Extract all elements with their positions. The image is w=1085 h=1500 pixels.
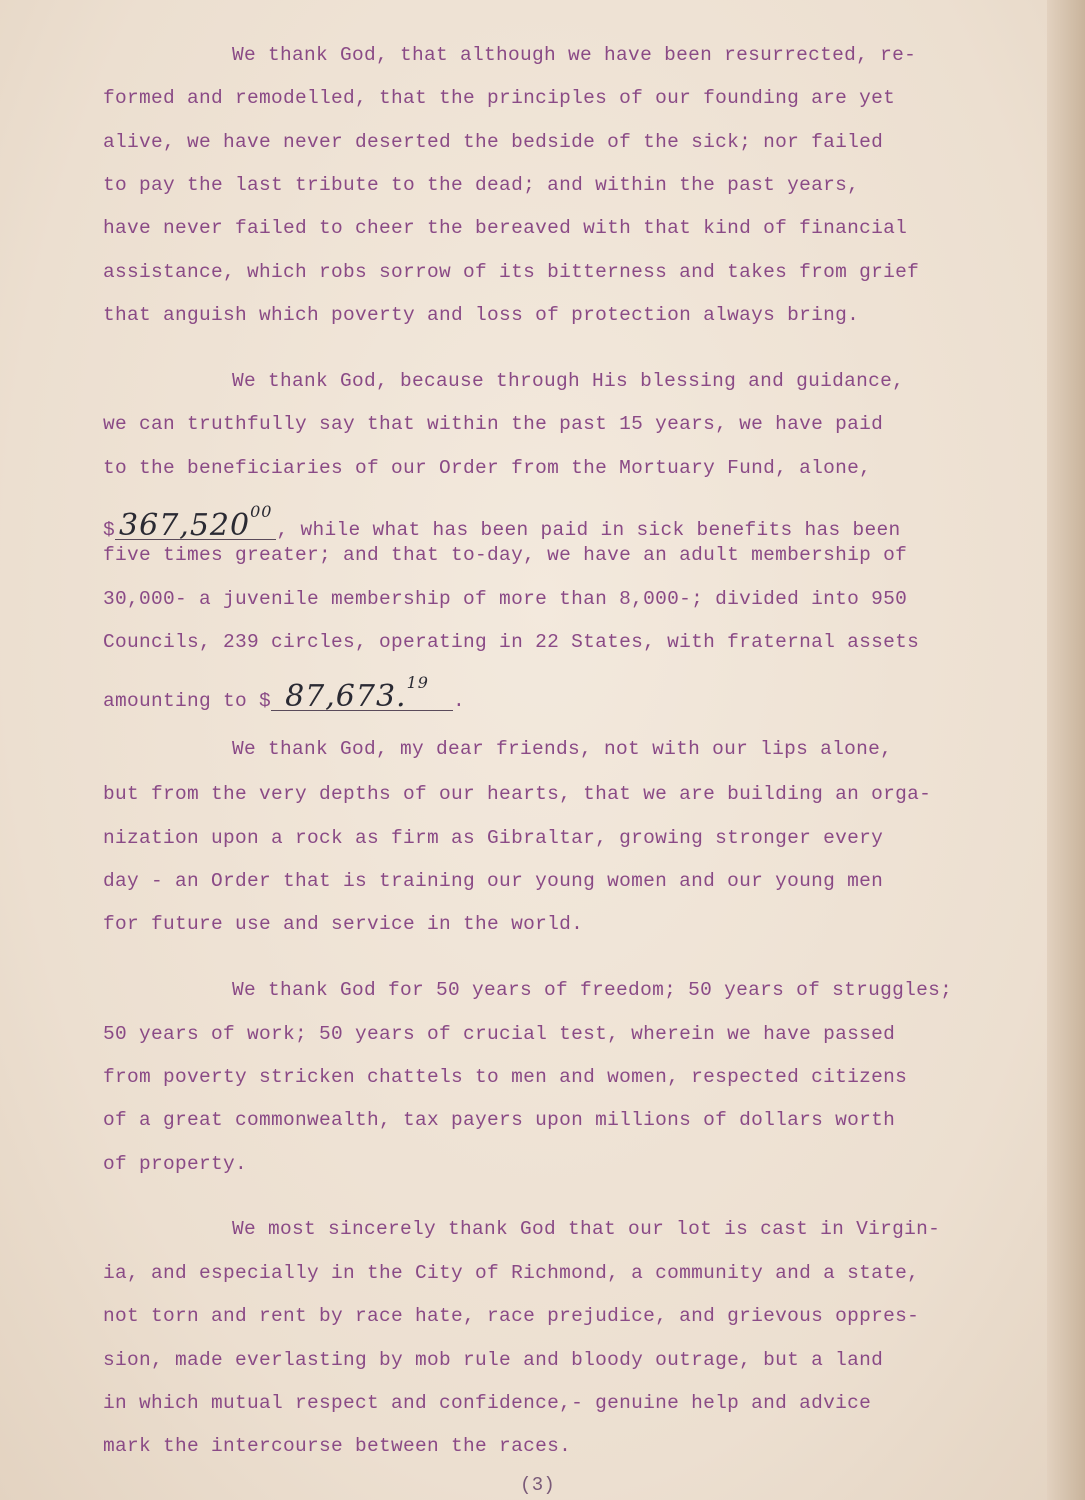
- handwritten-cents: 00: [250, 502, 273, 521]
- text-line: We thank God for 50 years of freedom; 50 years of struggles;: [232, 979, 953, 1001]
- text-line: not torn and rent by race hate, race prejudice, and grievous oppres-: [103, 1305, 920, 1327]
- text-line: formed and remodelled, that the principles of our founding are yet: [103, 87, 896, 109]
- text-line: We thank God, my dear friends, not with our lips alone,: [232, 738, 893, 760]
- text-line: have never failed to cheer the bereaved with that kind of financial: [103, 217, 908, 239]
- handwritten-mortuary-amount: [115, 499, 276, 543]
- text-line: of property.: [103, 1153, 248, 1175]
- text-line: we can truthfully say that within the past 15 years, we have paid: [103, 413, 884, 435]
- text-line: amounting to: [103, 690, 248, 712]
- text-line: but from the very depths of our hearts, that we are building an orga-: [103, 783, 932, 805]
- text-line: alive, we have never deserted the bedside of the sick; nor failed: [103, 131, 884, 153]
- text-line: to pay the last tribute to the dead; and within the past years,: [103, 174, 860, 196]
- text-line: five times greater; and that to-day, we have an adult membership of: [103, 544, 908, 566]
- text-line: sion, made everlasting by mob rule and bloody outrage, but a land: [103, 1349, 884, 1371]
- page-number: (3): [520, 1474, 556, 1496]
- text-line: nization upon a rock as firm as Gibraltar, growing stronger every: [103, 827, 884, 849]
- text-line: day - an Order that is training our young women and our young men: [103, 870, 884, 892]
- handwritten-amount: 87,673.: [285, 679, 407, 714]
- text-line: ia, and especially in the City of Richmond, a community and a state,: [103, 1262, 920, 1284]
- handwritten-cents: 19: [406, 673, 429, 692]
- text-line: We thank God, that although we have been resurrected, re-: [232, 44, 917, 66]
- text-line: from poverty stricken chattels to men and women, respected citizens: [103, 1066, 908, 1088]
- text-line: Councils, 239 circles, operating in 22 States, with fraternal assets: [103, 631, 920, 653]
- assets-amount-line: [103, 670, 465, 713]
- currency-sign: $: [259, 690, 272, 712]
- handwritten-assets-amount: [271, 670, 453, 714]
- text-line: of a great commonwealth, tax payers upon millions of dollars worth: [103, 1109, 896, 1131]
- text-line: , while what has been paid in sick benefits has been: [276, 519, 901, 541]
- text-line: 50 years of work; 50 years of crucial test, wherein we have passed: [103, 1023, 896, 1045]
- text-line: that anguish which poverty and loss of protection always bring.: [103, 304, 860, 326]
- text-line: to the beneficiaries of our Order from the Mortuary Fund, alone,: [103, 457, 872, 479]
- text-line: 30,000- a juvenile membership of more than 8,000-; divided into 950: [103, 588, 908, 610]
- text-line: for future use and service in the world.: [103, 913, 584, 935]
- text-line: We most sincerely thank God that our lot is cast in Virgin-: [232, 1218, 941, 1240]
- text-line: mark the intercourse between the races.: [103, 1435, 572, 1457]
- period: .: [452, 690, 465, 712]
- text-line: We thank God, because through His blessing and guidance,: [232, 370, 905, 392]
- handwritten-amount: 367,520: [119, 508, 251, 543]
- currency-sign: $: [103, 519, 116, 541]
- text-line: assistance, which robs sorrow of its bitterness and takes from grief: [103, 261, 920, 283]
- mortuary-amount-line: [103, 499, 901, 542]
- text-line: in which mutual respect and confidence,- genuine help and advice: [103, 1392, 872, 1414]
